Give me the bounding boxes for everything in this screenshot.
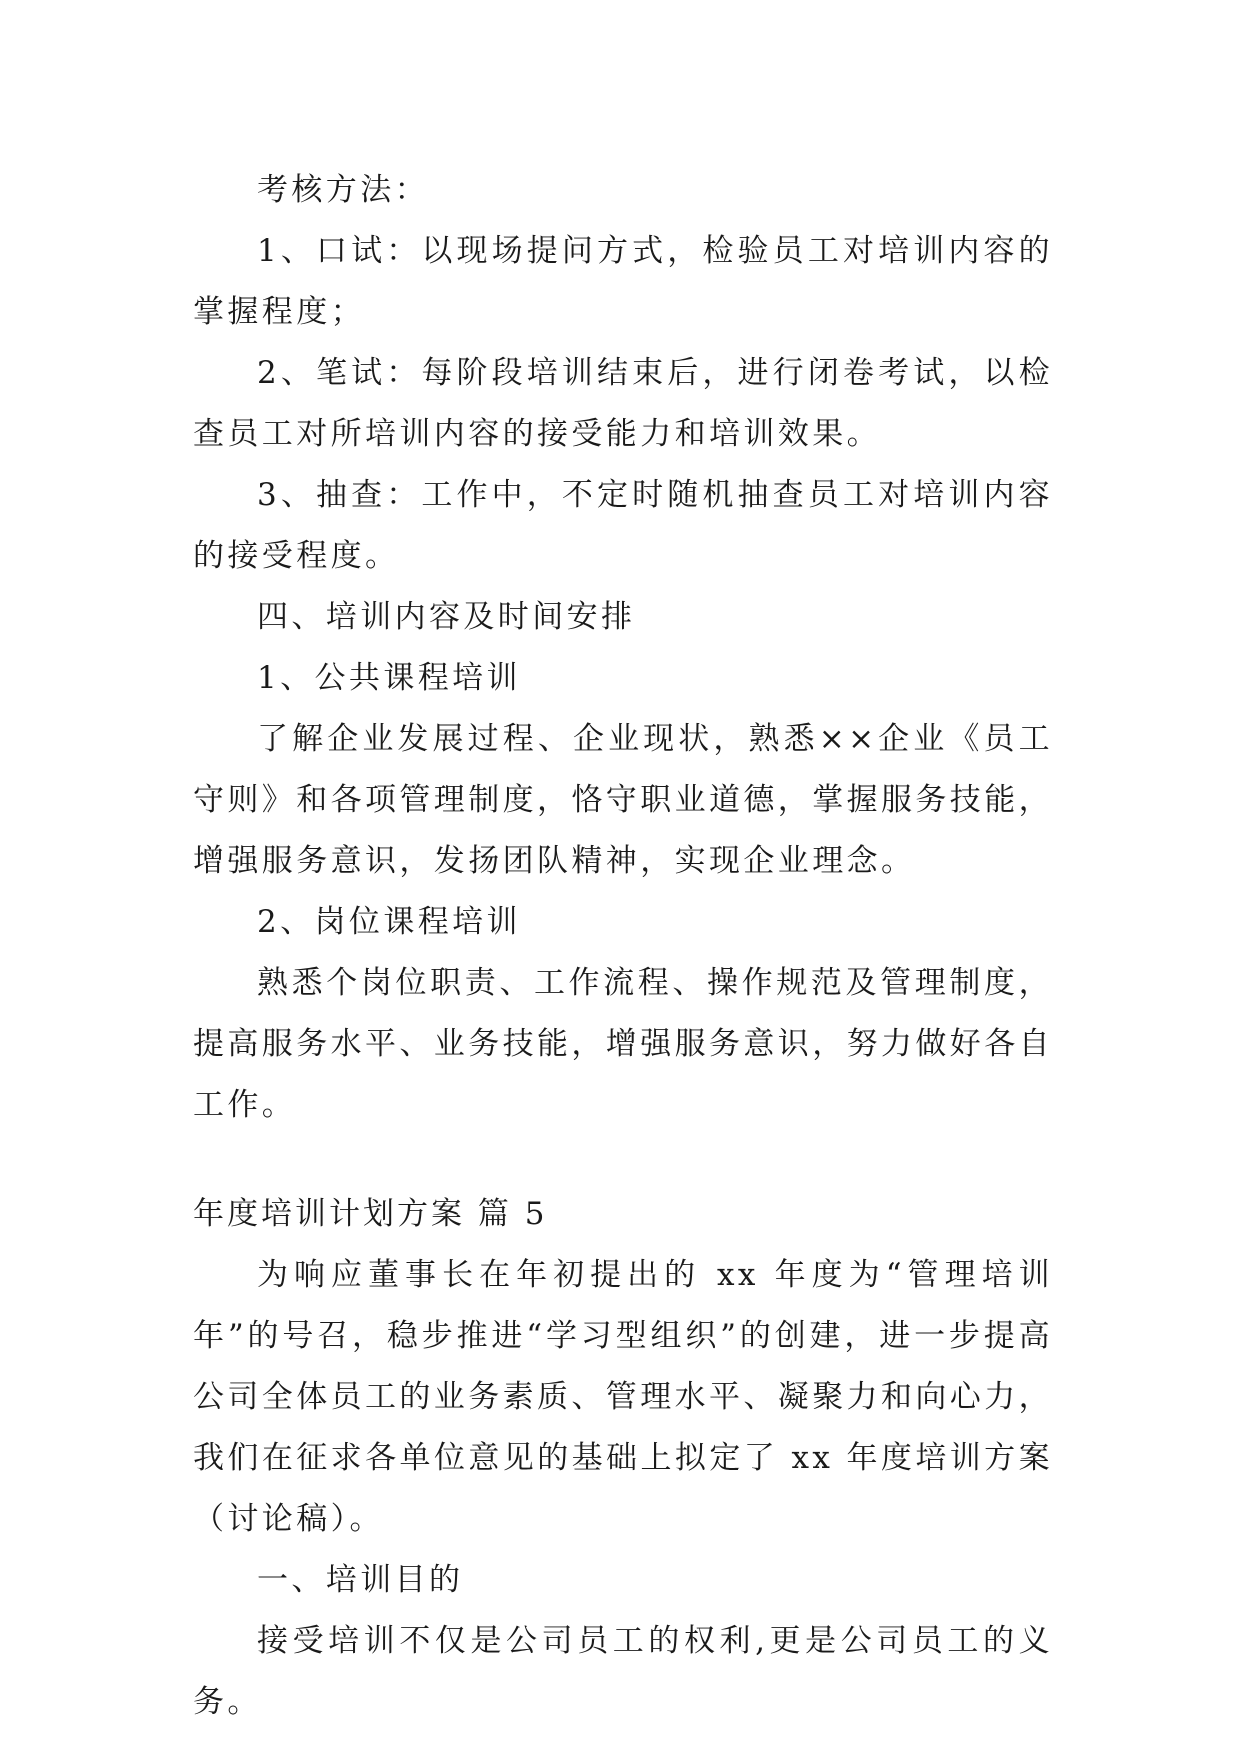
assessment-item-oral: 1、口试：以现场提问方式，检验员工对培训内容的掌握程度； bbox=[193, 233, 1053, 330]
public-course-heading: 1、公共课程培训 bbox=[257, 660, 521, 696]
assessment-method-title: 考核方法： bbox=[257, 172, 429, 208]
assessment-item-spot-check: 3、抽查：工作中，不定时随机抽查员工对培训内容的接受程度。 bbox=[193, 477, 1053, 574]
purpose-paragraph: 接受培训不仅是公司员工的权利,更是公司员工的义务。 bbox=[193, 1623, 1053, 1720]
plan-intro-paragraph: 为响应董事长在年初提出的 xx 年度为“管理培训年”的号召，稳步推进“学习型组织”的创建，进一步提高公司全体员工的业务素质、管理水平、凝聚力和向心力，我们在征求各单位意见的基础上拟定了 xx 年度培训方案（讨论稿）。 bbox=[193, 1257, 1053, 1537]
post-course-paragraph: 熟悉个岗位职责、工作流程、操作规范及管理制度，提高服务水平、业务技能，增强服务意识，努力做好各自工作。 bbox=[193, 965, 1053, 1123]
post-course-heading: 2、岗位课程培训 bbox=[257, 904, 521, 940]
section-four-heading: 四、培训内容及时间安排 bbox=[257, 599, 636, 635]
plan-title: 年度培训计划方案 篇 5 bbox=[193, 1196, 548, 1232]
assessment-item-written: 2、笔试：每阶段培训结束后，进行闭卷考试，以检查员工对所培训内容的接受能力和培训效果。 bbox=[193, 355, 1053, 452]
purpose-heading: 一、培训目的 bbox=[257, 1562, 464, 1598]
document-body bbox=[193, 160, 1053, 1733]
public-course-paragraph: 了解企业发展过程、企业现状，熟悉××企业《员工守则》和各项管理制度，恪守职业道德，掌握服务技能，增强服务意识，发扬团队精神，实现企业理念。 bbox=[193, 721, 1053, 879]
